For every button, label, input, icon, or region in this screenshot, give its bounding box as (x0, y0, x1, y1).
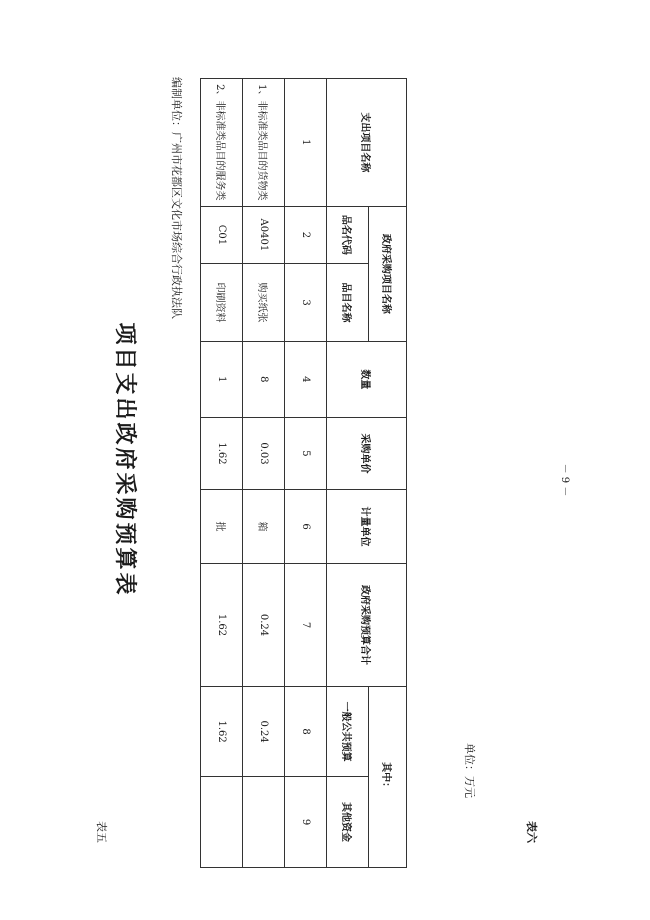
header-price: 采购单价 (327, 417, 407, 490)
procurement-budget-table (200, 78, 407, 868)
cell-code: A0401 (243, 206, 285, 263)
header-other-funds: 其他资金 (327, 777, 369, 868)
table-row (201, 79, 243, 868)
header-proc-item: 政府采购项目名称 (369, 206, 407, 341)
cell-name: 印刷资料 (201, 264, 243, 342)
header-row-1 (369, 79, 407, 868)
cell-total: 0.24 (243, 563, 285, 686)
cell-total: 1.62 (201, 563, 243, 686)
cell-other-funds (243, 777, 285, 868)
cell-public-budget: 0.24 (243, 687, 285, 777)
column-number-row (285, 79, 327, 868)
next-table-number: 表六 (525, 821, 538, 843)
col-number: 7 (285, 563, 327, 686)
col-number: 5 (285, 417, 327, 490)
unit-label: 单位：万元 (463, 743, 476, 798)
header-of-which: 其中： (369, 687, 407, 868)
col-number: 3 (285, 264, 327, 342)
header-public-budget: 一般公共预算 (327, 687, 369, 777)
col-number: 8 (285, 687, 327, 777)
cell-name: 购买纸张 (243, 264, 285, 342)
col-number: 1 (285, 79, 327, 207)
header-name: 品目名称 (327, 264, 369, 342)
cell-other-funds (201, 777, 243, 868)
cell-unit: 批 (201, 490, 243, 564)
table-number: 表五 (95, 821, 108, 843)
cell-quantity: 8 (243, 341, 285, 417)
cell-price: 0.03 (243, 417, 285, 490)
col-number: 9 (285, 777, 327, 868)
header-info-line (169, 77, 185, 917)
document-title: 项目支出政府采购预算表 (112, 322, 137, 598)
cell-code: C01 (201, 206, 243, 263)
cell-public-budget: 1.62 (201, 687, 243, 777)
col-number: 6 (285, 490, 327, 564)
cell-item-name: 2、非标准类品目的服务类 (201, 79, 243, 207)
table-row (243, 79, 285, 868)
header-unit: 计量单位 (327, 490, 407, 564)
header-quantity: 数量 (327, 341, 407, 417)
col-number: 4 (285, 341, 327, 417)
org-name: 广州市花都区文化市场综合行政执法队 (170, 132, 183, 319)
cell-item-name: 1、非标准类品目的货物类 (243, 79, 285, 207)
org-line (169, 77, 185, 319)
cell-quantity: 1 (201, 341, 243, 417)
org-label: 编制单位： (170, 77, 183, 132)
col-number: 2 (285, 206, 327, 263)
page-number: － 9 － (559, 463, 570, 497)
header-code: 品名代码 (327, 206, 369, 263)
header-item-name: 支出项目名称 (327, 79, 407, 207)
cell-unit: 箱 (243, 490, 285, 564)
header-total: 政府采购预算合计 (327, 563, 407, 686)
cell-price: 1.62 (201, 417, 243, 490)
